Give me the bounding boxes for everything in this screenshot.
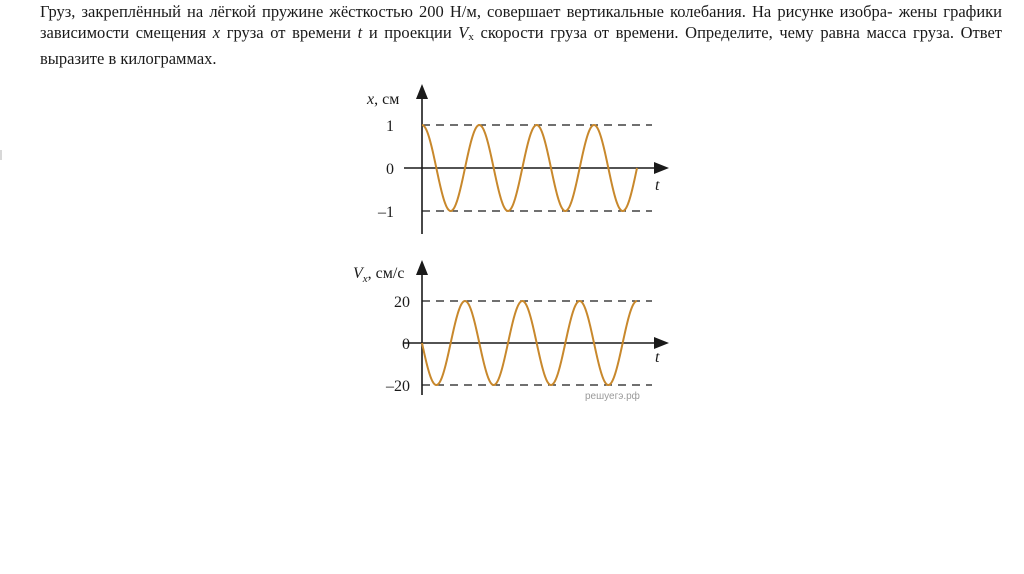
y-tick-label: –20 (386, 378, 410, 395)
y-tick-label: –1 (378, 204, 394, 221)
v-variable: V (458, 23, 469, 42)
problem-text-part: и проекции (362, 23, 459, 42)
y-axis-title: x, см (367, 91, 400, 108)
x-axis-arrow (654, 162, 669, 174)
x-axis-title: t (655, 349, 660, 366)
y-tick-label: 0 (386, 161, 394, 178)
displacement-chart (366, 84, 669, 234)
y-tick-label: 0 (402, 336, 410, 353)
problem-text-part: груза от времени (220, 23, 358, 42)
problem-line-1: Груз, закреплённый на лёгкой пружине жёсткостью 200 Н/м, совершает вертикальные колебания. На рисунке изобра- (40, 2, 893, 21)
velocity-chart (353, 260, 669, 402)
y-axis-arrow (416, 84, 428, 99)
v-subscript: x (468, 31, 474, 43)
t-variable: t (357, 23, 363, 42)
y-axis-title: $V_x$, см/с (353, 265, 405, 285)
y-axis-arrow (416, 260, 428, 275)
x-axis-title: t (655, 177, 660, 194)
x-variable: x (212, 23, 221, 42)
watermark: решуегэ.рф (585, 391, 640, 402)
problem-text-part: скорости груза от времени. Определите, чему равна масса груза. Ответ выразите в килограммах. (40, 23, 1002, 68)
problem-text-part: жены графики зависимости смещения (40, 2, 1003, 42)
y-tick-label: 1 (386, 118, 394, 135)
x-axis-arrow (654, 337, 669, 349)
y-tick-label: 20 (394, 294, 410, 311)
